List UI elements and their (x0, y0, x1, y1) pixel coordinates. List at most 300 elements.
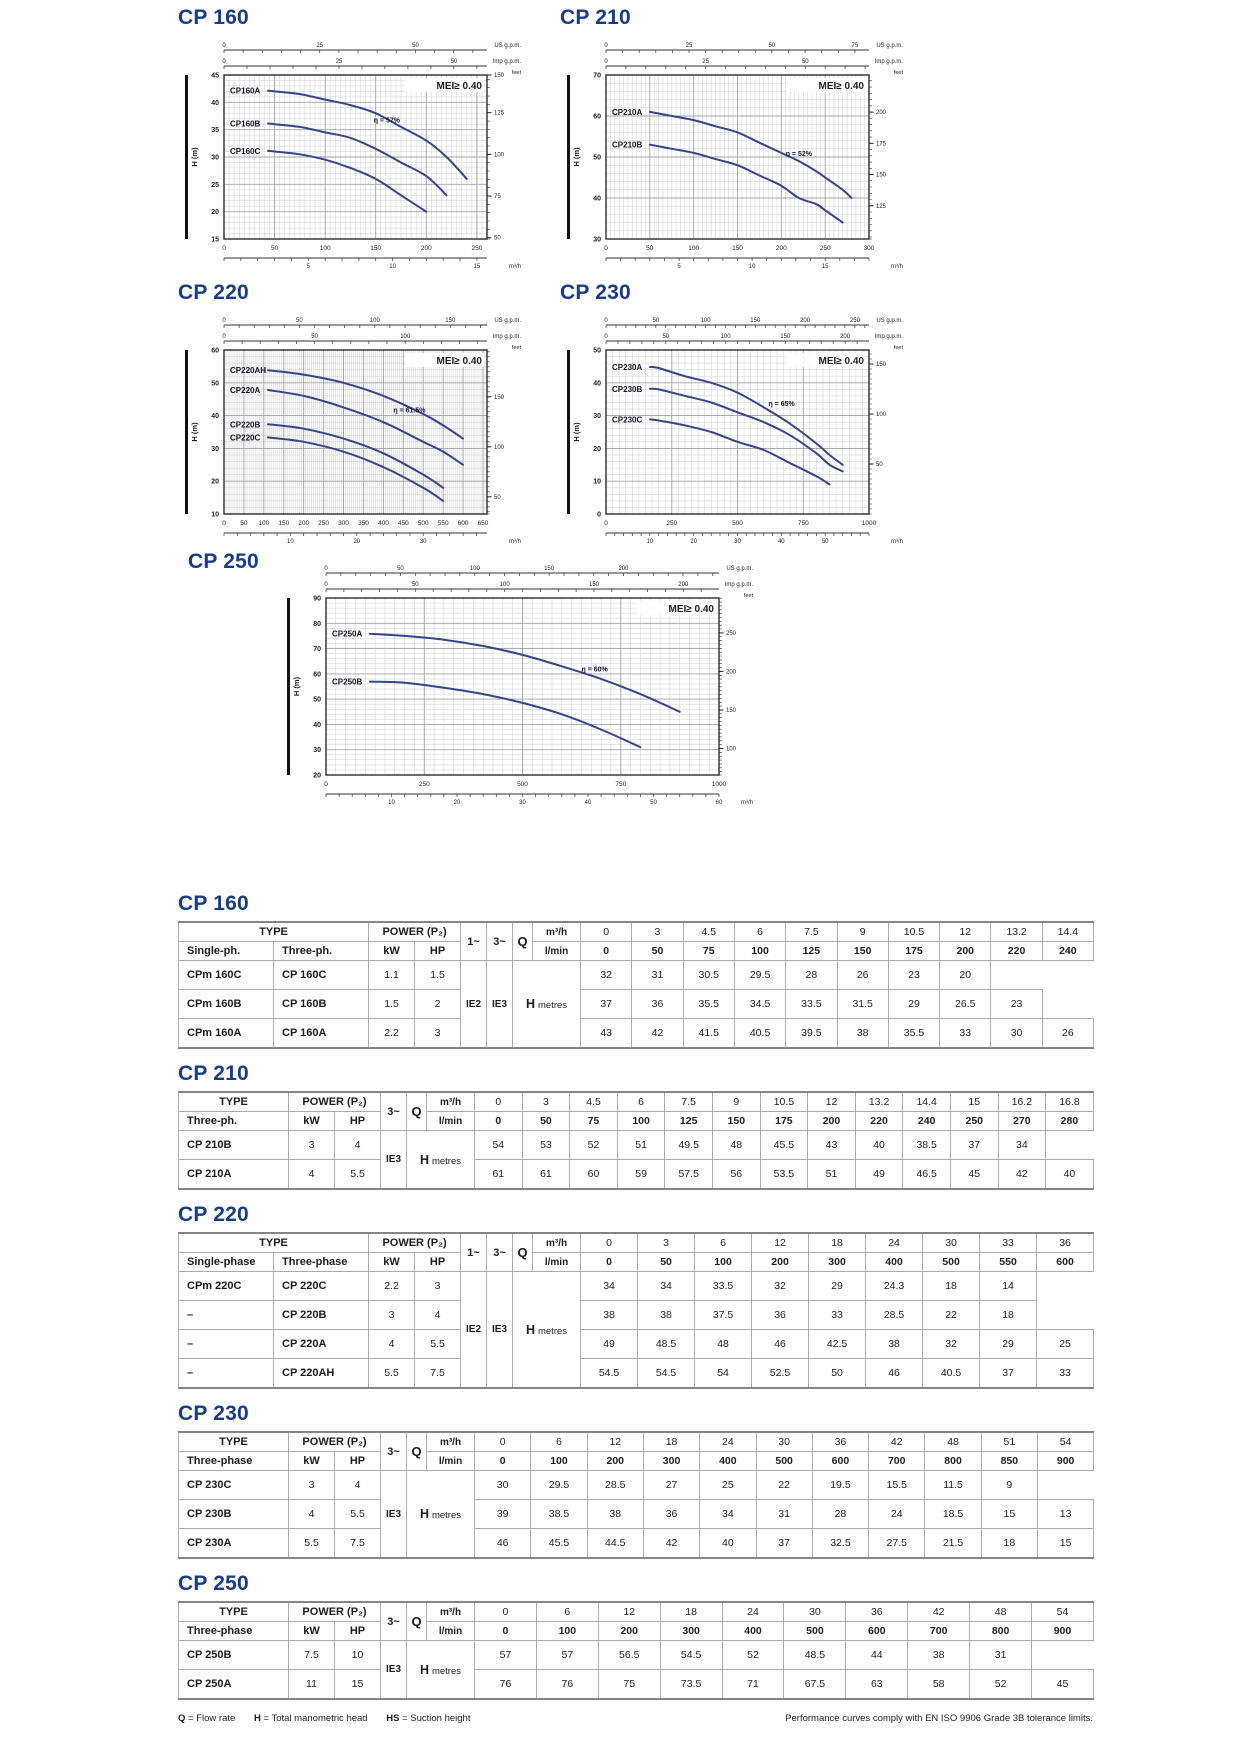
svg-text:50: 50 (412, 43, 419, 49)
svg-text:50: 50 (821, 539, 829, 545)
flow-value-lmin: 500 (784, 1622, 846, 1641)
flow-rate-header: Q (407, 1602, 427, 1641)
head-value: 26.5 (940, 990, 991, 1019)
table-title-cp230: CP 230 (178, 1402, 249, 1425)
head-value: 37 (980, 1359, 1037, 1389)
head-value: 51 (617, 1131, 665, 1160)
flow-value-m3h: 36 (812, 1432, 868, 1452)
head-value: 25 (700, 1471, 756, 1500)
pump-type: CPm 220C (179, 1272, 274, 1301)
svg-text:Imp g.p.m.: Imp g.p.m. (492, 334, 521, 340)
head-value: 38.5 (903, 1131, 951, 1160)
phase-header: 1~ (461, 922, 487, 961)
curve-label-CP210B: CP210B (612, 140, 643, 150)
y-axis-labels (593, 348, 601, 519)
chart-title-cp250: CP 250 (188, 550, 259, 573)
flow-unit-m3h: m³/h (427, 1602, 475, 1622)
svg-text:200: 200 (876, 110, 887, 117)
top-scale (222, 334, 521, 344)
head-value: 53.5 (760, 1160, 808, 1190)
svg-text:100: 100 (876, 412, 887, 418)
pump-row (179, 1330, 1094, 1359)
svg-text:100: 100 (494, 152, 505, 159)
curve-label-CP230A: CP230A (612, 363, 643, 372)
svg-text:70: 70 (593, 72, 601, 80)
head-value: 54.5 (581, 1359, 638, 1389)
svg-text:40: 40 (593, 195, 601, 203)
x-axis-labels (324, 781, 726, 788)
flow-value-lmin: 220 (855, 1112, 903, 1131)
flow-value-lmin: 300 (809, 1253, 866, 1272)
svg-text:10: 10 (389, 264, 396, 270)
svg-text:150: 150 (445, 318, 456, 324)
head-value: 24 (869, 1500, 925, 1529)
table-title-cp210: CP 210 (178, 1062, 249, 1085)
power-hp: 7.5 (415, 1359, 461, 1389)
flow-value-m3h: 6 (734, 922, 785, 942)
flow-value-lmin: 0 (475, 1112, 523, 1131)
phase-header: 3~ (487, 1233, 513, 1272)
head-value: 51 (808, 1160, 856, 1190)
head-metres-label: H metres (407, 1131, 475, 1190)
svg-text:80: 80 (313, 620, 321, 628)
flow-rate-header: Q (513, 1233, 533, 1272)
head-value: 61 (522, 1160, 570, 1190)
hp-header: HP (335, 1112, 381, 1131)
empty-cell (1037, 1272, 1094, 1301)
svg-text:0: 0 (222, 245, 226, 252)
head-value: 40.5 (734, 1019, 785, 1049)
m3h-scale (326, 794, 753, 806)
y-axis-title: H (m) (292, 676, 301, 697)
svg-text:50: 50 (652, 318, 660, 324)
flow-unit-lmin: l/min (427, 1452, 475, 1471)
svg-text:200: 200 (726, 669, 737, 676)
footer-note: Performance curves comply with EN ISO 9906 Grade 3B tolerance limits. (785, 1713, 1093, 1724)
flow-unit-m3h: m³/h (427, 1432, 475, 1452)
flow-rate-header: Q (513, 922, 533, 961)
svg-text:150: 150 (494, 73, 505, 79)
head-value: 50 (809, 1359, 866, 1389)
head-value: 45 (950, 1160, 998, 1190)
cp160-performance-chart (178, 35, 523, 277)
pump-type: CP 230A (179, 1529, 289, 1559)
svg-text:15: 15 (473, 264, 481, 270)
power-hp: 5.5 (335, 1500, 381, 1529)
head-value: 30 (475, 1471, 531, 1500)
power-hp: 4 (415, 1301, 461, 1330)
flow-value-m3h: 9 (837, 922, 888, 942)
head-value: 36 (643, 1500, 699, 1529)
cp160-table (178, 921, 1094, 1049)
svg-text:US g.p.m.: US g.p.m. (494, 318, 521, 324)
flow-value-m3h: 6 (695, 1233, 752, 1253)
flow-value-m3h: 10.5 (888, 922, 939, 942)
head-value: 39 (475, 1500, 531, 1529)
svg-text:20: 20 (453, 800, 461, 806)
svg-text:100: 100 (720, 334, 731, 340)
head-value: 15 (1037, 1529, 1093, 1559)
svg-text:250: 250 (418, 781, 430, 788)
type-subheader: Single-ph. (179, 942, 274, 961)
table-title-cp250: CP 250 (178, 1572, 249, 1595)
curve-label-CP220C: CP220C (230, 433, 261, 443)
power-kw: 7.5 (289, 1641, 335, 1670)
svg-text:100: 100 (494, 444, 505, 451)
flow-value-lmin: 500 (756, 1452, 812, 1471)
flow-value-lmin: 0 (475, 1452, 531, 1471)
flow-value-lmin: 300 (643, 1452, 699, 1471)
svg-text:60: 60 (593, 113, 601, 121)
svg-text:75: 75 (494, 194, 501, 200)
head-value: 45.5 (531, 1529, 587, 1559)
curve-label-CP250B: CP250B (332, 677, 363, 687)
head-value: 48 (712, 1131, 760, 1160)
svg-text:50: 50 (768, 43, 776, 49)
hp-header: HP (335, 1452, 381, 1471)
power-hp: 10 (335, 1641, 381, 1670)
svg-text:0: 0 (604, 334, 608, 340)
y-axis-title: H (m) (572, 422, 581, 442)
svg-text:20: 20 (211, 209, 219, 217)
svg-text:150: 150 (370, 245, 382, 252)
flow-value-lmin: 175 (760, 1112, 808, 1131)
ie-efficiency-class: IE3 (381, 1641, 407, 1700)
svg-text:350: 350 (358, 520, 369, 527)
pump-type: CP 220AH (274, 1359, 369, 1389)
flow-value-m3h: 3 (522, 1092, 570, 1112)
axis-bar (185, 350, 188, 514)
head-value: 37 (756, 1529, 812, 1559)
flow-value-lmin: 50 (638, 1253, 695, 1272)
flow-value-lmin: 100 (734, 942, 785, 961)
head-value: 57 (536, 1641, 598, 1670)
svg-text:60: 60 (313, 671, 321, 679)
pump-type: CP 250B (179, 1641, 289, 1670)
svg-text:30: 30 (419, 539, 427, 545)
pump-row (179, 1131, 1094, 1160)
power-header: POWER (P₂) (289, 1432, 381, 1452)
svg-text:m³/h: m³/h (509, 264, 521, 270)
svg-text:15: 15 (821, 264, 829, 270)
svg-text:0: 0 (222, 43, 226, 49)
flow-value-m3h: 24 (700, 1432, 756, 1452)
flow-unit-lmin: l/min (533, 1253, 581, 1272)
svg-text:400: 400 (377, 520, 389, 527)
top-scale (324, 566, 753, 576)
flow-value-m3h: 12 (598, 1602, 660, 1622)
mei-label: MEI≥ 0.40 (436, 356, 482, 367)
svg-text:50: 50 (593, 154, 601, 162)
head-metres-label: H metres (407, 1471, 475, 1559)
flow-value-m3h: 7.5 (665, 1092, 713, 1112)
svg-text:150: 150 (876, 362, 887, 368)
flow-value-lmin: 200 (752, 1253, 809, 1272)
flow-value-m3h: 0 (475, 1602, 537, 1622)
power-hp: 4 (335, 1471, 381, 1500)
head-value: 9 (981, 1471, 1037, 1500)
efficiency-label: η = 60% (581, 666, 608, 674)
curve-label-CP160B: CP160B (230, 119, 261, 129)
feet-scale (487, 345, 521, 514)
type-header: TYPE (179, 1092, 289, 1112)
empty-cell (1042, 961, 1093, 990)
svg-text:50: 50 (646, 245, 654, 252)
power-kw: 3 (289, 1471, 335, 1500)
head-value: 56.5 (598, 1641, 660, 1670)
power-kw: 1.5 (369, 990, 415, 1019)
flow-value-m3h: 4.5 (683, 922, 734, 942)
head-value: 52 (570, 1131, 618, 1160)
pump-type: CP 160B (274, 990, 369, 1019)
svg-text:150: 150 (494, 394, 505, 401)
top-scale (604, 334, 903, 344)
svg-text:30: 30 (519, 800, 526, 806)
pump-row (179, 1019, 1094, 1049)
flow-value-lmin: 700 (908, 1622, 970, 1641)
head-value: 59 (617, 1160, 665, 1190)
flow-value-lmin: 125 (786, 942, 837, 961)
curve-label-CP230C: CP230C (612, 415, 643, 425)
flow-value-lmin: 600 (846, 1622, 908, 1641)
svg-text:10: 10 (388, 800, 395, 806)
cp230-table (178, 1431, 1094, 1559)
svg-text:90: 90 (313, 595, 321, 603)
svg-text:100: 100 (369, 318, 380, 324)
cp160-table-section (178, 892, 1138, 1049)
flow-unit-lmin: l/min (427, 1112, 475, 1131)
curve-label-CP250A: CP250A (332, 629, 363, 639)
svg-text:100: 100 (258, 520, 270, 527)
head-value: 22 (756, 1471, 812, 1500)
x-axis-labels (222, 245, 483, 252)
power-kw: 5.5 (369, 1359, 415, 1389)
head-value: 29 (980, 1330, 1037, 1359)
svg-text:250: 250 (666, 520, 678, 527)
svg-text:550: 550 (437, 520, 449, 527)
top-scale (604, 59, 903, 69)
pump-row (179, 1359, 1094, 1389)
head-value: 33.5 (786, 990, 837, 1019)
curve-label-CP220AH: CP220AH (230, 366, 267, 376)
svg-text:0: 0 (324, 582, 328, 588)
curve-label-CP160A: CP160A (230, 86, 261, 96)
cp230-chart-block (560, 281, 905, 557)
svg-text:300: 300 (863, 245, 875, 252)
curve-label-CP160C: CP160C (230, 146, 261, 156)
pump-type: – (179, 1301, 274, 1330)
cp220-table (178, 1232, 1094, 1389)
svg-text:5: 5 (306, 264, 310, 270)
svg-text:200: 200 (775, 245, 787, 252)
cp220-chart (178, 310, 523, 557)
head-value: 46 (752, 1330, 809, 1359)
feet-scale (487, 70, 521, 242)
flow-value-m3h: 9 (712, 1092, 760, 1112)
svg-text:50: 50 (296, 318, 303, 324)
svg-text:200: 200 (420, 245, 432, 252)
svg-text:150: 150 (732, 245, 743, 252)
head-value: 76 (536, 1670, 598, 1700)
head-value: 36 (632, 990, 683, 1019)
svg-text:10: 10 (211, 511, 219, 519)
head-value: 53 (522, 1131, 570, 1160)
flow-value-lmin: 300 (660, 1622, 722, 1641)
head-value: 29.5 (734, 961, 785, 990)
svg-text:5: 5 (677, 264, 681, 270)
svg-text:150: 150 (544, 566, 555, 572)
svg-text:175: 175 (876, 141, 887, 148)
svg-text:20: 20 (211, 478, 219, 486)
flow-value-lmin: 200 (587, 1452, 643, 1471)
head-value: 13 (1037, 1500, 1093, 1529)
flow-value-m3h: 48 (925, 1432, 981, 1452)
svg-text:750: 750 (615, 781, 627, 788)
head-value: 43 (808, 1131, 856, 1160)
top-scale (222, 59, 521, 69)
svg-text:0: 0 (597, 511, 601, 519)
svg-text:100: 100 (319, 245, 331, 252)
flow-value-lmin: 200 (940, 942, 991, 961)
pump-type: CPm 160C (179, 961, 274, 990)
svg-text:100: 100 (499, 582, 510, 588)
efficiency-label: η = 65% (768, 400, 795, 408)
head-value: 48.5 (638, 1330, 695, 1359)
power-header: POWER (P₂) (289, 1602, 381, 1622)
power-header: POWER (P₂) (369, 1233, 461, 1253)
svg-text:50: 50 (494, 235, 501, 242)
flow-value-lmin: 270 (998, 1112, 1046, 1131)
head-value: 23 (888, 961, 939, 990)
svg-text:30: 30 (593, 236, 601, 244)
svg-text:Imp g.p.m.: Imp g.p.m. (724, 582, 753, 588)
power-kw: 3 (289, 1131, 335, 1160)
flow-value-m3h: 24 (866, 1233, 923, 1253)
flow-value-m3h: 6 (536, 1602, 598, 1622)
svg-text:60: 60 (715, 800, 723, 806)
type-header: TYPE (179, 1233, 369, 1253)
ie-efficiency-class: IE3 (381, 1131, 407, 1190)
phase-header: 3~ (381, 1432, 407, 1471)
svg-text:50: 50 (311, 334, 318, 340)
head-value: 57 (475, 1641, 537, 1670)
feet-scale (869, 345, 903, 514)
svg-text:m³/h: m³/h (891, 264, 903, 270)
svg-text:30: 30 (211, 154, 219, 162)
pump-row (179, 1670, 1094, 1700)
head-value: 44.5 (587, 1529, 643, 1559)
head-metres-label: H metres (407, 1641, 475, 1700)
head-value: 57.5 (665, 1160, 713, 1190)
m3h-scale (224, 258, 521, 270)
head-value: 24.3 (866, 1272, 923, 1301)
head-value: 49.5 (665, 1131, 713, 1160)
flow-value-m3h: 3 (638, 1233, 695, 1253)
svg-text:0: 0 (604, 318, 608, 324)
svg-text:600: 600 (457, 520, 469, 527)
head-value: 11.5 (925, 1471, 981, 1500)
cp210-chart (560, 35, 905, 282)
svg-text:250: 250 (819, 245, 831, 252)
flow-value-m3h: 18 (660, 1602, 722, 1622)
head-value: 34 (998, 1131, 1046, 1160)
type-header: TYPE (179, 1602, 289, 1622)
svg-text:500: 500 (732, 520, 743, 527)
svg-text:US g.p.m.: US g.p.m. (726, 566, 753, 572)
svg-text:m³/h: m³/h (509, 539, 521, 545)
type-subheader: Three-ph. (274, 942, 369, 961)
svg-text:300: 300 (338, 520, 349, 527)
head-value: 28.5 (866, 1301, 923, 1330)
head-value: 29 (809, 1272, 866, 1301)
svg-text:50: 50 (450, 59, 458, 65)
axis-bar (287, 598, 290, 775)
svg-text:50: 50 (593, 347, 601, 355)
flow-value-lmin: 240 (903, 1112, 951, 1131)
pump-row (179, 1500, 1094, 1529)
svg-text:50: 50 (397, 566, 404, 572)
head-value: 36 (752, 1301, 809, 1330)
svg-text:0: 0 (222, 59, 226, 65)
flow-value-m3h: 12 (752, 1233, 809, 1253)
head-value: 61 (475, 1160, 523, 1190)
flow-value-m3h: 36 (846, 1602, 908, 1622)
svg-text:Imp g.p.m.: Imp g.p.m. (874, 59, 903, 65)
flow-unit-lmin: l/min (427, 1622, 475, 1641)
svg-text:US g.p.m.: US g.p.m. (876, 43, 903, 49)
power-hp: 2 (415, 990, 461, 1019)
head-value: 38 (908, 1641, 970, 1670)
cp210-table-section (178, 1062, 1138, 1190)
kw-header: kW (369, 1253, 415, 1272)
pump-row (179, 961, 1094, 990)
svg-text:25: 25 (702, 59, 709, 65)
flow-value-m3h: 12 (808, 1092, 856, 1112)
flow-value-m3h: 6 (531, 1432, 587, 1452)
efficiency-label: η = 52% (785, 151, 812, 159)
svg-text:250: 250 (726, 630, 737, 637)
kw-header: kW (289, 1452, 335, 1471)
cp220-table-section (178, 1203, 1138, 1389)
svg-text:35: 35 (211, 127, 219, 135)
svg-text:250: 250 (849, 318, 860, 324)
svg-text:Imp g.p.m.: Imp g.p.m. (874, 334, 903, 340)
svg-text:450: 450 (397, 520, 409, 527)
flow-value-m3h: 18 (809, 1233, 866, 1253)
svg-text:50: 50 (801, 59, 809, 65)
flow-value-m3h: 42 (908, 1602, 970, 1622)
mei-label: MEI≥ 0.40 (436, 81, 482, 92)
feet-scale (719, 593, 753, 775)
type-header: TYPE (179, 922, 369, 942)
head-value: 46 (866, 1359, 923, 1389)
head-value: 15 (981, 1500, 1037, 1529)
svg-text:500: 500 (417, 520, 429, 527)
svg-text:100: 100 (726, 746, 737, 753)
head-value: 38 (587, 1500, 643, 1529)
svg-text:30: 30 (734, 539, 741, 545)
cp220-chart-block (178, 281, 523, 557)
cp210-table (178, 1091, 1094, 1190)
head-value: 32 (581, 961, 632, 990)
head-value: 42.5 (809, 1330, 866, 1359)
flow-value-lmin: 250 (950, 1112, 998, 1131)
svg-text:1000: 1000 (861, 520, 877, 527)
svg-text:0: 0 (324, 566, 328, 572)
head-value: 40 (1046, 1160, 1094, 1190)
kw-header: kW (369, 942, 415, 961)
power-hp: 15 (335, 1670, 381, 1700)
